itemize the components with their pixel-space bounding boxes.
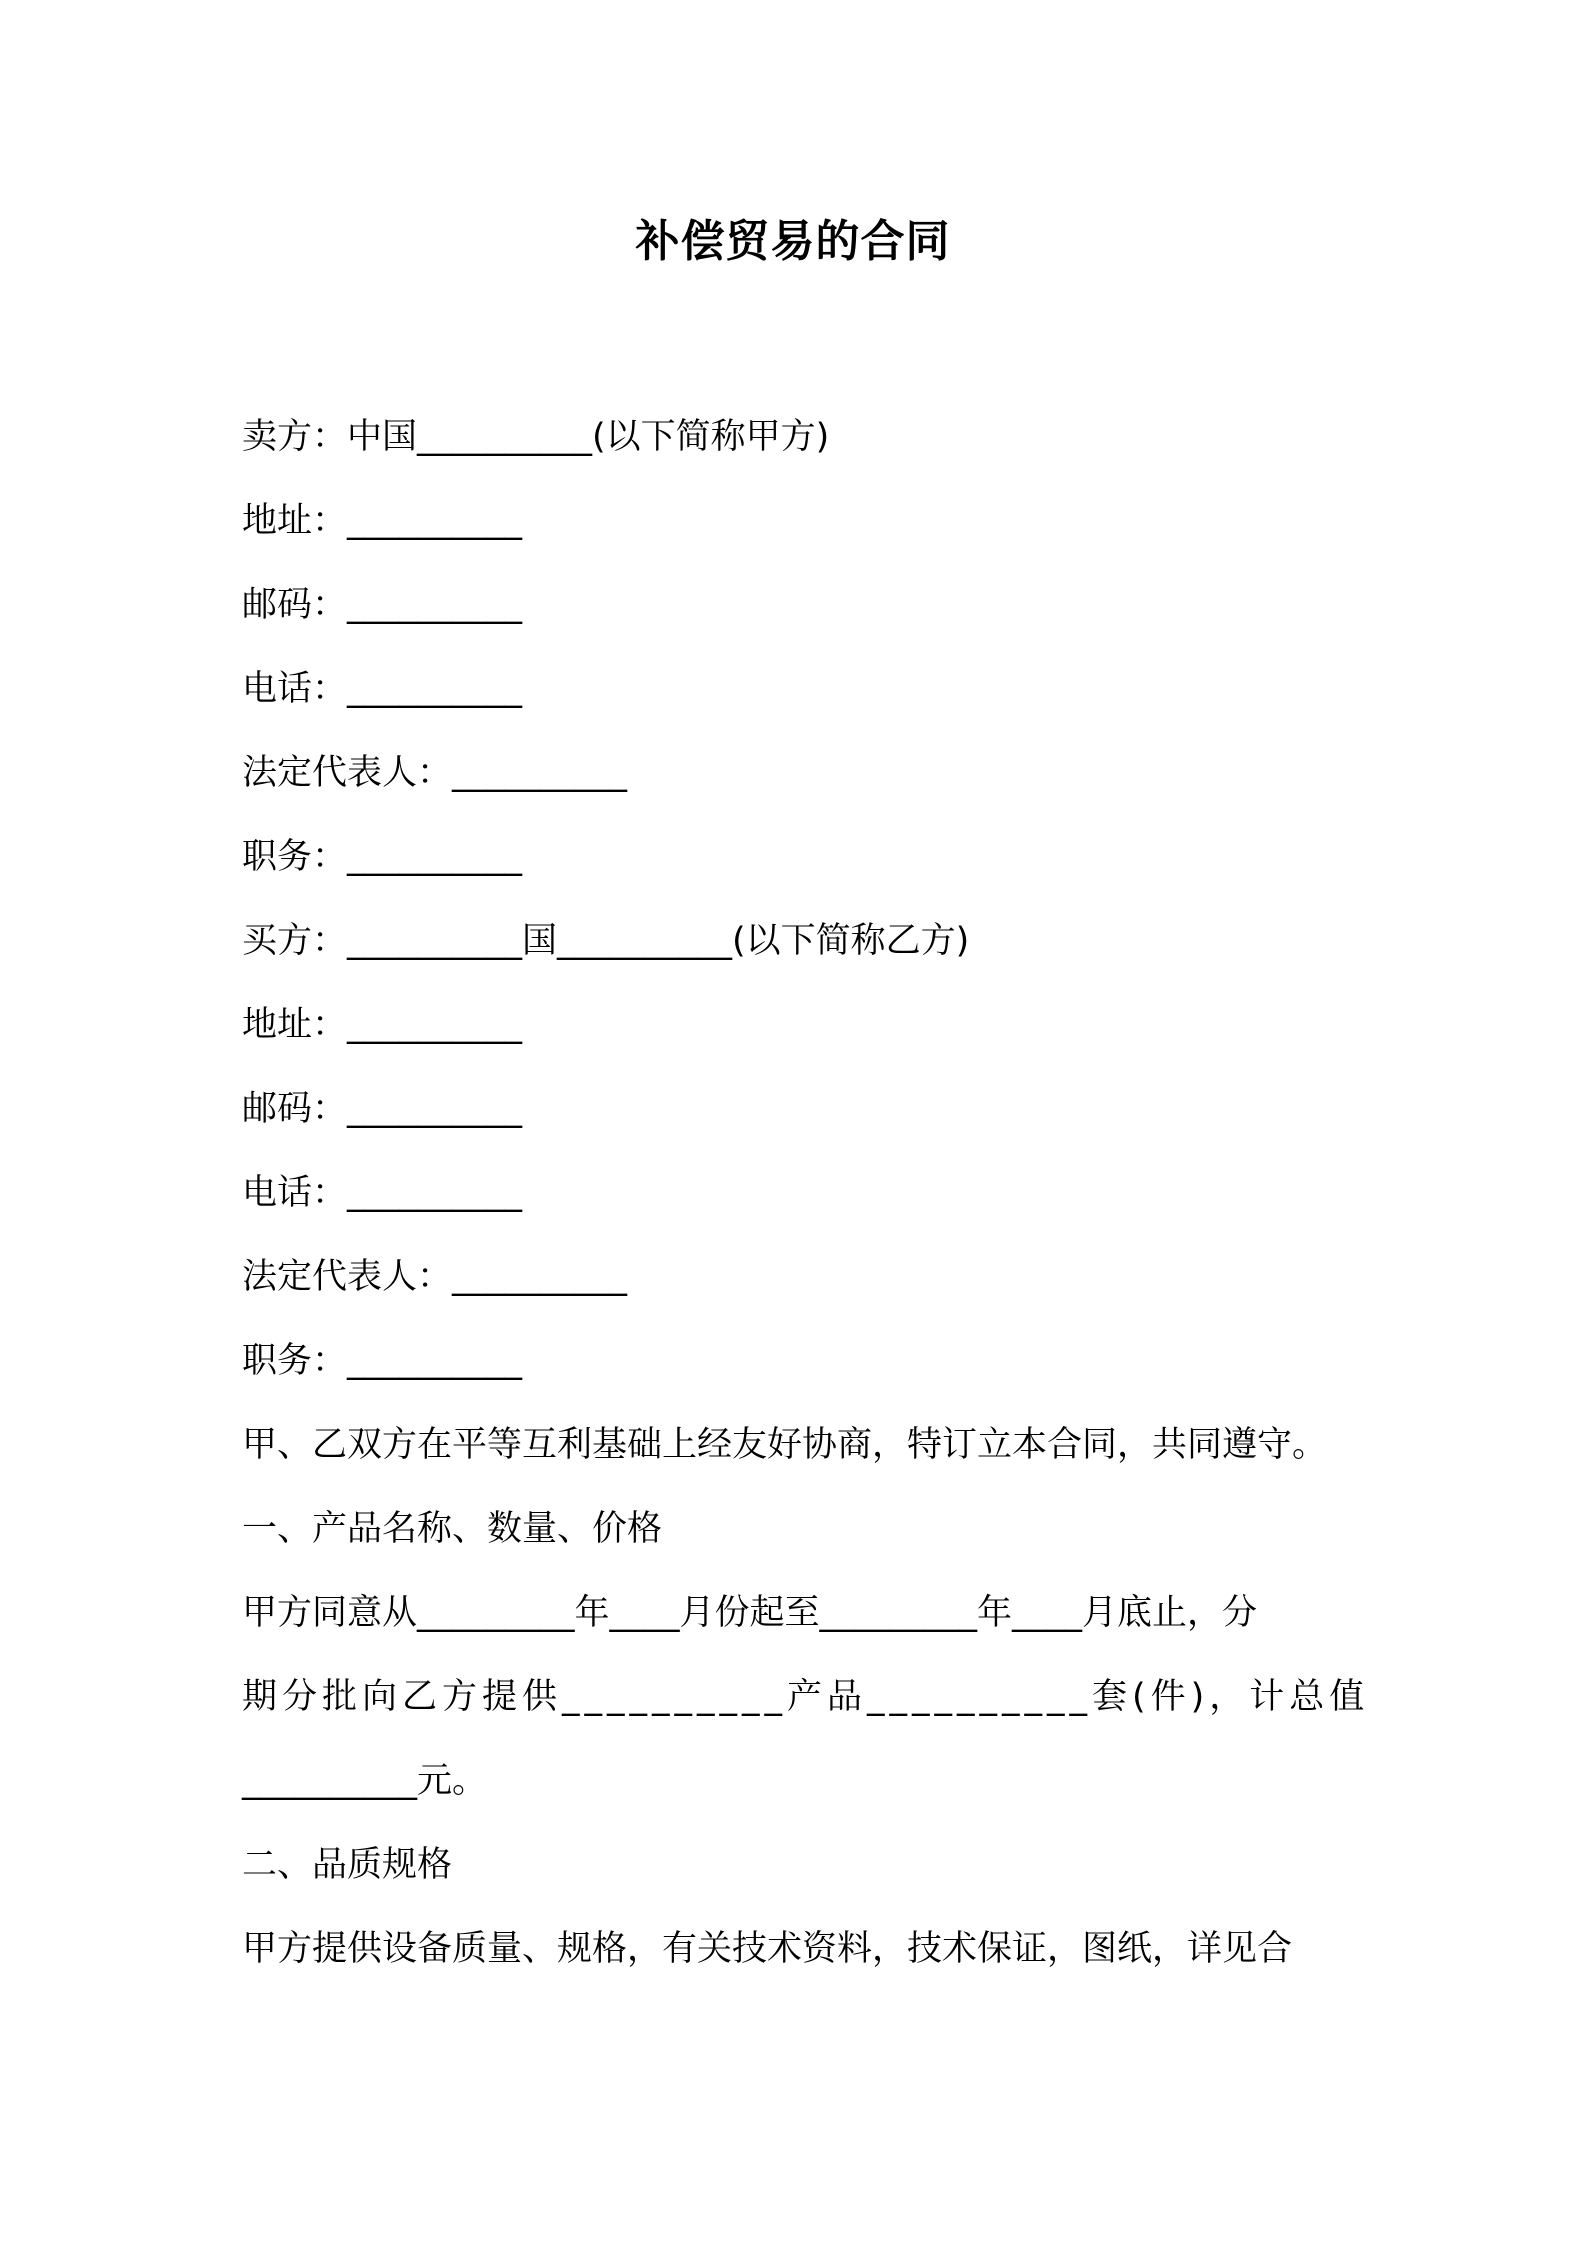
buyer-position: 职务：__________ [242,1341,523,1381]
section-heading: 一、产品名称、数量、价格 [242,1509,663,1549]
preamble: 甲、乙双方在平等互利基础上经友好协商，特订立本合同，共同遵守。 [242,1425,1328,1465]
paragraph-line: 期分批向乙方提供__________产品__________套(件)，计总值 [242,1677,1370,1717]
paragraph-line: __________元。 [242,1761,488,1801]
seller-address: 地址：__________ [242,501,523,541]
seller-postcode: 邮码：__________ [242,585,523,625]
paragraph-line: 甲方提供设备质量、规格，有关技术资料，技术保证，图纸，详见合 [242,1929,1293,1969]
seller-legal-rep: 法定代表人：__________ [242,753,628,793]
seller-position: 职务：__________ [242,837,523,877]
seller-phone: 电话：__________ [242,669,523,709]
buyer-legal-rep: 法定代表人：__________ [242,1257,628,1297]
buyer-postcode: 邮码：__________ [242,1089,523,1129]
buyer-address: 地址：__________ [242,1005,523,1045]
section-heading: 二、品质规格 [242,1845,453,1885]
buyer-phone: 电话：__________ [242,1173,523,1213]
seller-line: 卖方：中国__________(以下简称甲方) [242,417,830,457]
document-title: 补偿贸易的合同 [635,216,951,267]
buyer-line: 买方：__________国__________(以下简称乙方) [242,921,970,961]
paragraph-line: 甲方同意从_________年____月份起至_________年____月底止，分 [242,1593,1258,1633]
